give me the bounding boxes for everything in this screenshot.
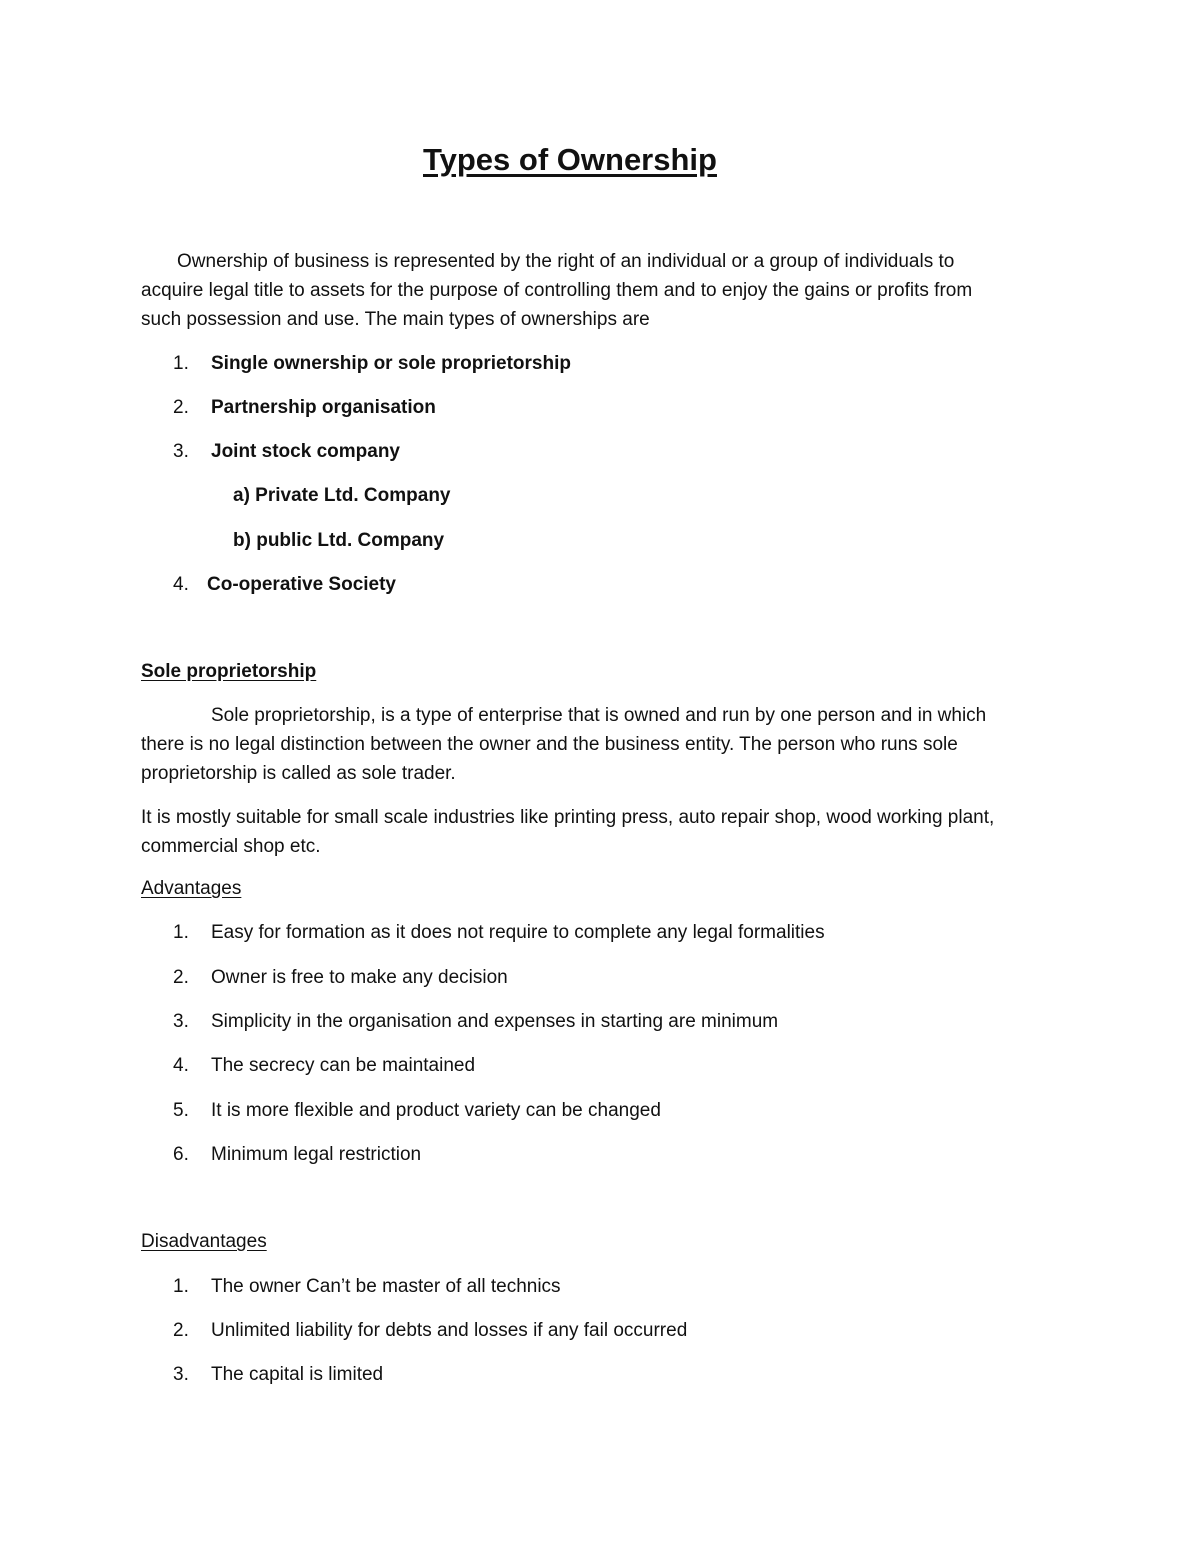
disadvantage-item: The owner Can’t be master of all technics (211, 1276, 561, 1297)
list-item-number: 3. (173, 1364, 189, 1385)
list-item-number: 2. (173, 397, 189, 418)
section-heading-sole: Sole proprietorship (141, 661, 317, 682)
list-item-number: 1. (173, 353, 189, 374)
advantage-item: Minimum legal restriction (211, 1144, 422, 1165)
list-item-number: 1. (173, 1276, 189, 1297)
intro-line-3: such possession and use. The main types of ownerships are (141, 309, 650, 330)
list-item-number: 4. (173, 574, 189, 595)
intro-line-1: Ownership of business is represented by the right of an individual or a group of individuals to (177, 251, 955, 272)
advantage-item: Owner is free to make any decision (211, 967, 508, 988)
type-item-joint-stock: Joint stock company (211, 441, 400, 462)
advantage-item: The secrecy can be maintained (211, 1055, 476, 1076)
section-heading-disadvantages: Disadvantages (141, 1231, 267, 1252)
advantage-item: It is more flexible and product variety can be changed (211, 1100, 661, 1121)
type-item-cooperative: Co-operative Society (207, 574, 396, 595)
sole-para2-line-1: It is mostly suitable for small scale industries like printing press, auto repair shop, wood working plant, (141, 807, 995, 828)
list-item-number: 3. (173, 1011, 189, 1032)
document-title: Types of Ownership (423, 142, 717, 177)
sole-para1-line-3: proprietorship is called as sole trader. (141, 763, 456, 784)
sole-para1-line-2: there is no legal distinction between the owner and the business entity. The person who runs sole (141, 734, 958, 755)
disadvantage-item: The capital is limited (211, 1364, 384, 1385)
section-heading-advantages: Advantages (141, 878, 242, 899)
disadvantage-item: Unlimited liability for debts and losses if any fail occurred (211, 1320, 688, 1341)
intro-line-2: acquire legal title to assets for the purpose of controlling them and to enjoy the gains or profits from (141, 280, 973, 301)
list-item-number: 1. (173, 922, 189, 943)
list-item-number: 3. (173, 441, 189, 462)
subtype-public: b) public Ltd. Company (233, 530, 445, 551)
type-item-sole: Single ownership or sole proprietorship (211, 353, 571, 374)
type-item-partnership: Partnership organisation (211, 397, 436, 418)
list-item-number: 2. (173, 1320, 189, 1341)
list-item-number: 5. (173, 1100, 189, 1121)
list-item-number: 6. (173, 1144, 189, 1165)
list-item-number: 2. (173, 967, 189, 988)
subtype-private: a) Private Ltd. Company (233, 485, 451, 506)
sole-para1-line-1: Sole proprietorship, is a type of enterprise that is owned and run by one person and in which (211, 705, 987, 726)
advantage-item: Simplicity in the organisation and expenses in starting are minimum (211, 1011, 779, 1032)
advantage-item: Easy for formation as it does not require to complete any legal formalities (211, 922, 825, 943)
list-item-number: 4. (173, 1055, 189, 1076)
sole-para2-line-2: commercial shop etc. (141, 836, 321, 857)
